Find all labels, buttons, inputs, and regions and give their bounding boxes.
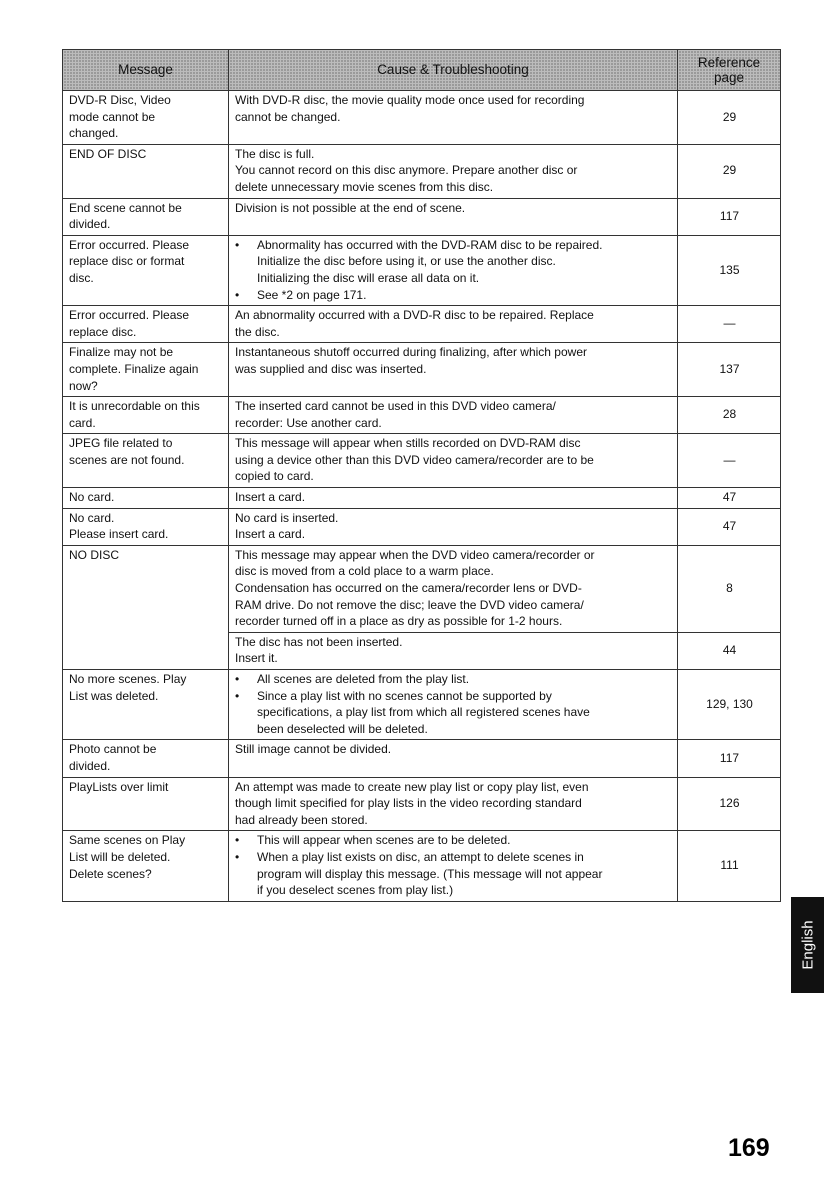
- message-line: card.: [69, 415, 96, 430]
- message-line: mode cannot be: [69, 109, 156, 124]
- cause-cell: [229, 632, 678, 669]
- bullet-icon: •: [235, 237, 240, 252]
- message-line: It is unrecordable on this: [69, 399, 200, 414]
- cause-line: The disc is full.: [235, 146, 315, 161]
- header-message: Message: [63, 50, 229, 91]
- table-row: [63, 670, 781, 740]
- reference-page-cell: —: [678, 306, 781, 343]
- bullet-icon: •: [235, 849, 240, 864]
- cause-line: Insert a card.: [235, 527, 306, 542]
- bullet-icon: •: [235, 833, 240, 848]
- cause-line: disc is moved from a cold place to a warm place.: [235, 564, 494, 579]
- cause-sub-line: been deselected will be deleted.: [257, 721, 428, 736]
- message-line: changed.: [69, 126, 119, 141]
- message-line: DVD-R Disc, Video: [69, 93, 171, 107]
- cause-cell: [229, 777, 678, 831]
- message-line: divided.: [69, 758, 111, 773]
- table-row: [63, 397, 781, 434]
- table-row: [63, 306, 781, 343]
- table-row: [63, 235, 781, 305]
- message-line: Error occurred. Please: [69, 308, 190, 323]
- message-cell: [63, 235, 229, 305]
- cause-cell: [229, 545, 678, 632]
- reference-page-cell: 29: [678, 144, 781, 198]
- table-row: [63, 508, 781, 545]
- message-line: complete. Finalize again: [69, 361, 199, 376]
- bullet-icon: •: [235, 688, 240, 703]
- reference-page-cell: 117: [678, 198, 781, 235]
- message-cell: [63, 508, 229, 545]
- page-number: 169: [728, 1134, 770, 1162]
- message-line: JPEG file related to: [69, 436, 173, 451]
- cause-bullet-item: [235, 832, 672, 849]
- language-tab-label: English: [799, 920, 816, 970]
- message-cell: [63, 397, 229, 434]
- cause-cell: [229, 306, 678, 343]
- message-cell: [63, 670, 229, 740]
- table-row: [63, 488, 781, 509]
- cause-line: RAM drive. Do not remove the disc; leave the DVD video camera/: [235, 597, 584, 612]
- reference-page-cell: 8: [678, 545, 781, 632]
- reference-page-cell: 117: [678, 740, 781, 777]
- cause-cell: [229, 740, 678, 777]
- cause-line: though limit specified for play lists in the video recording standard: [235, 796, 582, 811]
- table-row: [63, 144, 781, 198]
- message-cell: [63, 306, 229, 343]
- cause-cell: [229, 434, 678, 488]
- table-row: [63, 198, 781, 235]
- cause-line: the disc.: [235, 324, 280, 339]
- table-row: [63, 545, 781, 632]
- reference-page-cell: 135: [678, 235, 781, 305]
- cause-cell: [229, 670, 678, 740]
- header-reference-page: Reference page: [678, 50, 781, 91]
- cause-line: Still image cannot be divided.: [235, 742, 392, 757]
- message-line: replace disc or format: [69, 254, 185, 269]
- message-line: divided.: [69, 217, 111, 232]
- reference-page-cell: —: [678, 434, 781, 488]
- cause-line: Insert it.: [235, 651, 278, 666]
- message-cell: [63, 434, 229, 488]
- bullet-icon: •: [235, 287, 240, 302]
- reference-page-cell: 47: [678, 488, 781, 509]
- reference-page-cell: 44: [678, 632, 781, 669]
- message-line: No card.: [69, 510, 115, 525]
- reference-page-cell: 28: [678, 397, 781, 434]
- cause-cell: [229, 235, 678, 305]
- message-cell: [63, 343, 229, 397]
- message-line: List was deleted.: [69, 688, 159, 703]
- table-row: [63, 831, 781, 901]
- table-body: [63, 91, 781, 902]
- troubleshooting-table: [62, 49, 781, 902]
- message-line: now?: [69, 378, 98, 393]
- message-line: Same scenes on Play: [69, 833, 186, 848]
- cause-bullet-item: [235, 287, 672, 304]
- cause-cell: [229, 144, 678, 198]
- message-cell: [63, 198, 229, 235]
- bullet-icon: •: [235, 672, 240, 686]
- cause-bullet-text: This will appear when scenes are to be deleted.: [257, 833, 511, 848]
- reference-page-cell: 126: [678, 777, 781, 831]
- cause-bullet-item: [235, 671, 672, 688]
- cause-cell: [229, 488, 678, 509]
- cause-bullet-text: All scenes are deleted from the play list.: [257, 672, 470, 686]
- message-line: disc.: [69, 270, 94, 285]
- header-cause: Cause & Troubleshooting: [229, 50, 678, 91]
- cause-line: An abnormality occurred with a DVD-R disc to be repaired. Replace: [235, 308, 594, 323]
- reference-page-cell: 137: [678, 343, 781, 397]
- cause-cell: [229, 91, 678, 145]
- cause-bullet-text: Since a play list with no scenes cannot be supported by: [257, 688, 552, 703]
- cause-line: This message will appear when stills recorded on DVD-RAM disc: [235, 436, 581, 451]
- message-cell: [63, 545, 229, 669]
- message-line: NO DISC: [69, 547, 120, 562]
- message-line: replace disc.: [69, 324, 137, 339]
- cause-bullet-text: When a play list exists on disc, an attempt to delete scenes in: [257, 849, 584, 864]
- cause-bullet-item: [235, 849, 672, 866]
- cause-line: An attempt was made to create new play list or copy play list, even: [235, 779, 589, 794]
- message-cell: [63, 831, 229, 901]
- message-cell: [63, 488, 229, 509]
- table-header-row: [63, 50, 781, 91]
- cause-sub-line: Initialize the disc before using it, or use the another disc.: [257, 254, 556, 269]
- cause-line: The disc has not been inserted.: [235, 634, 403, 649]
- cause-bullet-item: [235, 688, 672, 705]
- message-line: Delete scenes?: [69, 866, 152, 881]
- cause-cell: [229, 508, 678, 545]
- table-row: [63, 740, 781, 777]
- cause-line: Insert a card.: [235, 490, 306, 505]
- table-row: [63, 343, 781, 397]
- cause-bullet-text: Abnormality has occurred with the DVD-RAM disc to be repaired.: [257, 237, 603, 252]
- cause-line: using a device other than this DVD video camera/recorder are to be: [235, 452, 594, 467]
- cause-line: Condensation has occurred on the camera/recorder lens or DVD-: [235, 581, 582, 596]
- cause-cell: [229, 198, 678, 235]
- table-row: [63, 777, 781, 831]
- cause-sub-line: specifications, a play list from which all registered scenes have: [257, 705, 590, 720]
- cause-bullet-text: See *2 on page 171.: [257, 287, 367, 302]
- cause-line: You cannot record on this disc anymore. Prepare another disc or: [235, 163, 578, 178]
- message-line: Photo cannot be: [69, 742, 157, 757]
- language-tab: [791, 897, 824, 993]
- cause-line: copied to card.: [235, 469, 314, 484]
- cause-line: was supplied and disc was inserted.: [235, 361, 427, 376]
- cause-line: Division is not possible at the end of scene.: [235, 200, 466, 215]
- table-row: [63, 434, 781, 488]
- message-cell: [63, 144, 229, 198]
- cause-line: With DVD-R disc, the movie quality mode once used for recording: [235, 93, 585, 107]
- reference-page-cell: 47: [678, 508, 781, 545]
- message-line: List will be deleted.: [69, 849, 171, 864]
- cause-line: No card is inserted.: [235, 510, 339, 525]
- reference-page-cell: 129, 130: [678, 670, 781, 740]
- cause-cell: [229, 831, 678, 901]
- cause-line: had already been stored.: [235, 812, 368, 827]
- cause-sub-line: Initializing the disc will erase all data on it.: [257, 270, 480, 285]
- cause-line: Instantaneous shutoff occurred during finalizing, after which power: [235, 345, 587, 360]
- cause-line: recorder: Use another card.: [235, 415, 382, 430]
- message-cell: [63, 91, 229, 145]
- cause-sub-line: program will display this message. (This message will not appear: [257, 866, 603, 881]
- message-line: scenes are not found.: [69, 452, 185, 467]
- cause-line: The inserted card cannot be used in this DVD video camera/: [235, 399, 556, 414]
- message-line: END OF DISC: [69, 146, 147, 161]
- message-line: End scene cannot be: [69, 200, 182, 215]
- message-cell: [63, 777, 229, 831]
- message-line: Please insert card.: [69, 527, 169, 542]
- cause-sub-line: if you deselect scenes from play list.): [257, 883, 454, 898]
- message-line: No more scenes. Play: [69, 672, 187, 686]
- reference-page-cell: 29: [678, 91, 781, 145]
- message-line: Error occurred. Please: [69, 237, 190, 252]
- cause-line: recorder turned off in a place as dry as possible for 1-2 hours.: [235, 614, 563, 629]
- cause-bullet-item: [235, 237, 672, 254]
- cause-cell: [229, 343, 678, 397]
- message-line: No card.: [69, 490, 115, 505]
- reference-page-cell: 111: [678, 831, 781, 901]
- cause-line: cannot be changed.: [235, 109, 341, 124]
- cause-line: This message may appear when the DVD video camera/recorder or: [235, 547, 595, 562]
- cause-cell: [229, 397, 678, 434]
- table-row: [63, 91, 781, 145]
- message-line: PlayLists over limit: [69, 779, 169, 794]
- cause-line: delete unnecessary movie scenes from this disc.: [235, 179, 494, 194]
- message-cell: [63, 740, 229, 777]
- message-line: Finalize may not be: [69, 345, 174, 360]
